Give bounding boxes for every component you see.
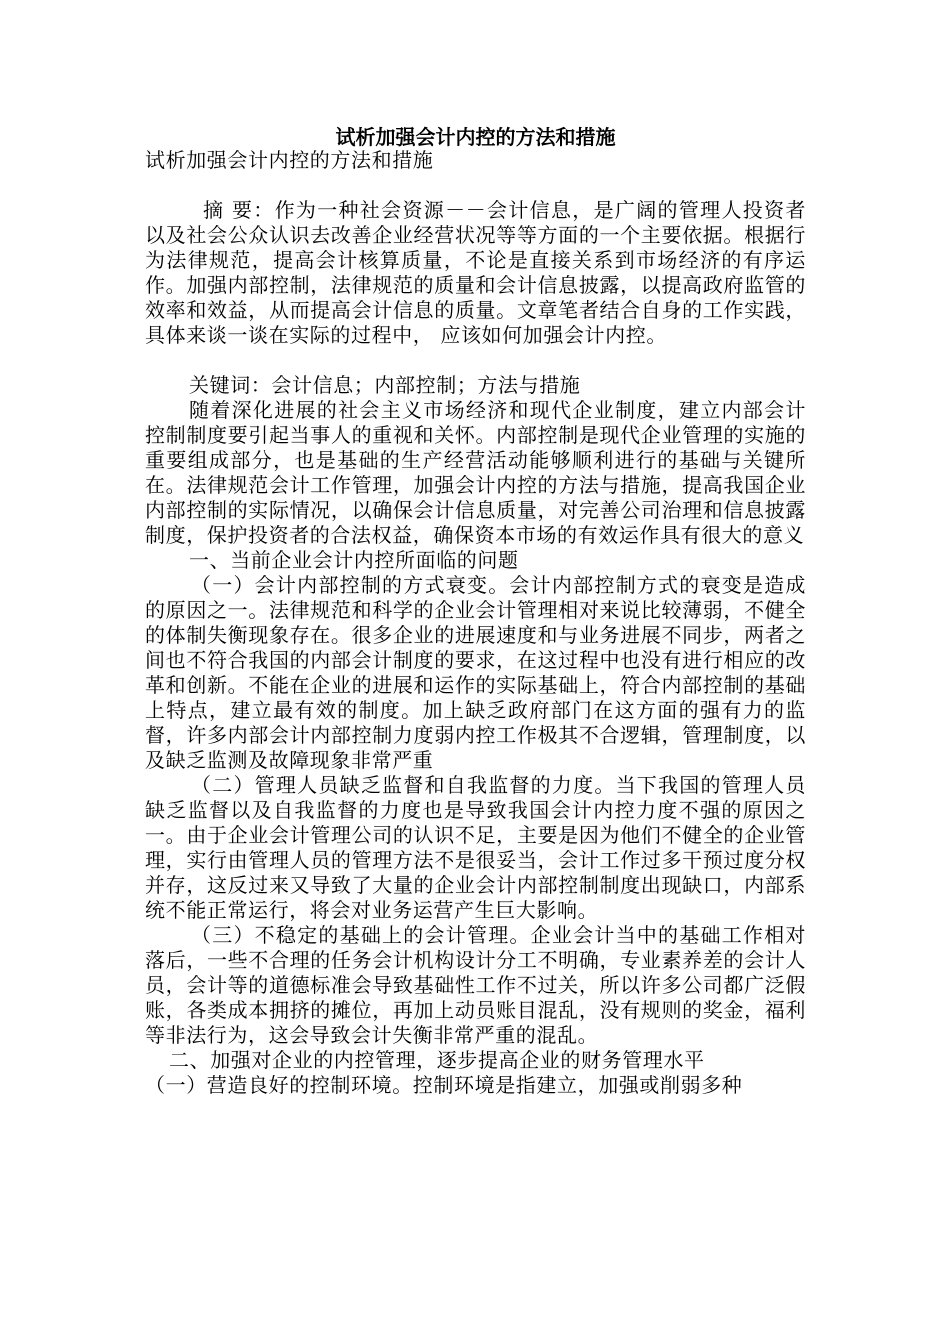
section-1-heading: 一、当前企业会计内控所面临的问题 xyxy=(189,548,519,572)
section-2-heading: 二、加强对企业的内控管理，逐步提高企业的财务管理水平 xyxy=(169,1048,705,1072)
document-title: 试析加强会计内控的方法和措施 xyxy=(335,125,616,149)
blank-line xyxy=(145,173,806,198)
section-1-paragraph-3: （三）不稳定的基础上的会计管理。企业会计当中的基础工作相对落后，一些不合理的任务会计机构设计分工不明确，专业素养差的会计人员，会计等的道德标准会导致基础性工作不过关，所以许多公司都广泛假账，各类成本拥挤的摊位，再加上动员账目混乱，没有规则的奖金，福利等非法行为，这会导致会计失衡非常严重的混乱。 xyxy=(145,923,806,1047)
keywords-line: 关键词：会计信息；内部控制；方法与措施 xyxy=(189,373,581,397)
section-2-paragraph-1: （一）营造良好的控制环境。控制环境是指建立，加强或削弱多种 xyxy=(145,1073,743,1097)
document-subtitle: 试析加强会计内控的方法和措施 xyxy=(145,148,434,172)
section-1-paragraph-1: （一）会计内部控制的方式衰变。会计内部控制方式的衰变是造成的原因之一。法律规范和科学的企业会计管理相对来说比较薄弱，不健全的体制失衡现象存在。很多企业的进展速度和与业务进展不同步，两者之间也不符合我国的内部会计制度的要求，在这过程中也没有进行相应的改革和创新。不能在企业的进展和运作的实际基础上，符合内部控制的基础上特点，建立最有效的制度。加上缺乏政府部门在这方面的强有力的监督，许多内部会计内部控制力度弱内控工作极其不合逻辑，管理制度，以及缺乏监测及故障现象非常严重 xyxy=(145,573,806,772)
blank-line xyxy=(145,348,806,373)
intro-paragraph: 随着深化进展的社会主义市场经济和现代企业制度，建立内部会计控制制度要引起当事人的重视和关怀。内部控制是现代企业管理的实施的重要组成部分，也是基础的生产经营活动能够顺利进行的基础与关键所在。法律规范会计工作管理，加强会计内控的方法与措施，提高我国企业内部控制的实际情况，以确保会计信息质量，对完善公司治理和信息披露制度，保护投资者的合法权益，确保资本市场的有效运作具有很大的意义 xyxy=(145,398,806,547)
section-1-paragraph-2: （二）管理人员缺乏监督和自我监督的力度。当下我国的管理人员缺乏监督以及自我监督的力度也是导致我国会计内控力度不强的原因之一。由于企业会计管理公司的认识不足，主要是因为他们不健全的企业管理，实行由管理人员的管理方法不是很妥当，会计工作过多干预过度分权并存，这反过来又导致了大量的企业会计内部控制制度出现缺口，内部系统不能正常运行，将会对业务运营产生巨大影响。 xyxy=(145,773,806,922)
abstract-paragraph: 摘 要：作为一种社会资源－－会计信息，是广阔的管理人投资者以及社会公众认识去改善企业经营状况等等方面的一个主要依据。根据行为法律规范，提高会计核算质量，不论是直接关系到市场经济的有序运作。加强内部控制，法律规范的质量和会计信息披露，以提高政府监管的效率和效益，从而提高会计信息的质量。文章笔者结合自身的工作实践，具体来谈一谈在实际的过程中， 应该如何加强会计内控。 xyxy=(145,198,806,347)
document-body xyxy=(145,148,806,1098)
